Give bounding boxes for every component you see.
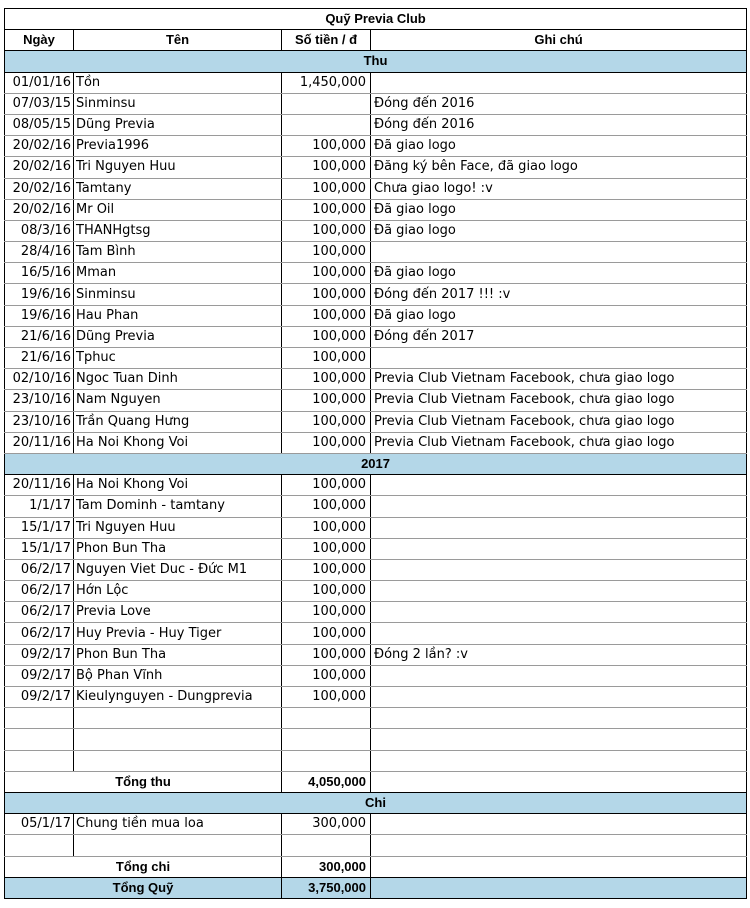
row-note: Previa Club Vietnam Facebook, chưa giao logo <box>371 369 747 390</box>
row-amount: 100,000 <box>282 496 371 517</box>
row-amount: 100,000 <box>282 369 371 390</box>
row-amount: 100,000 <box>282 411 371 432</box>
row-note <box>371 348 747 369</box>
table-row <box>5 496 747 517</box>
row-note <box>371 665 747 686</box>
header-row <box>5 30 747 51</box>
row-date: 06/2/17 <box>5 602 74 623</box>
row-amount: 300,000 <box>282 814 371 835</box>
row-amount: 100,000 <box>282 687 371 708</box>
table-row <box>5 136 747 157</box>
table-row <box>5 242 747 263</box>
table-row <box>5 475 747 496</box>
row-date: 20/11/16 <box>5 432 74 453</box>
table-row <box>5 263 747 284</box>
section-2017-label: 2017 <box>5 453 747 474</box>
sheet-title: Quỹ Previa Club <box>5 9 747 30</box>
section-2017 <box>5 453 747 474</box>
row-note <box>371 72 747 93</box>
table-row <box>5 432 747 453</box>
table-row <box>5 114 747 135</box>
row-note: Previa Club Vietnam Facebook, chưa giao logo <box>371 390 747 411</box>
row-amount: 100,000 <box>282 348 371 369</box>
row-name: Hớn Lộc <box>74 581 282 602</box>
row-date: 07/03/15 <box>5 93 74 114</box>
row-amount: 100,000 <box>282 475 371 496</box>
table-row <box>5 305 747 326</box>
row-amount: 100,000 <box>282 390 371 411</box>
row-amount: 100,000 <box>282 284 371 305</box>
row-date: 05/1/17 <box>5 814 74 835</box>
row-name: Tam Dominh - tamtany <box>74 496 282 517</box>
row-amount: 100,000 <box>282 199 371 220</box>
row-note <box>371 559 747 580</box>
row-amount: 100,000 <box>282 432 371 453</box>
row-amount: 100,000 <box>282 136 371 157</box>
blank-row <box>5 835 747 856</box>
row-date: 21/6/16 <box>5 348 74 369</box>
row-name: Tồn <box>74 72 282 93</box>
row-note <box>371 623 747 644</box>
row-name: Tri Nguyen Huu <box>74 517 282 538</box>
row-amount: 100,000 <box>282 559 371 580</box>
row-date: 15/1/17 <box>5 517 74 538</box>
row-note <box>371 581 747 602</box>
row-name: Mr Oil <box>74 199 282 220</box>
row-amount: 100,000 <box>282 517 371 538</box>
row-date: 1/1/17 <box>5 496 74 517</box>
row-note: Đã giao logo <box>371 199 747 220</box>
row-name: Tphuc <box>74 348 282 369</box>
row-date: 01/01/16 <box>5 72 74 93</box>
row-note: Đóng đến 2016 <box>371 114 747 135</box>
row-name: Sinminsu <box>74 284 282 305</box>
header-note: Ghi chú <box>371 30 747 51</box>
total-chi-amount: 300,000 <box>282 856 371 877</box>
row-name: Sinminsu <box>74 93 282 114</box>
row-amount: 100,000 <box>282 326 371 347</box>
row-name: Tri Nguyen Huu <box>74 157 282 178</box>
row-note: Đóng 2 lần? :v <box>371 644 747 665</box>
row-name: Ha Noi Khong Voi <box>74 475 282 496</box>
row-note: Đã giao logo <box>371 220 747 241</box>
table-row <box>5 602 747 623</box>
row-note: Previa Club Vietnam Facebook, chưa giao logo <box>371 432 747 453</box>
row-name: Phon Bun Tha <box>74 538 282 559</box>
table-row <box>5 517 747 538</box>
header-amount: Số tiền / đ <box>282 30 371 51</box>
row-date: 28/4/16 <box>5 242 74 263</box>
row-name: Dũng Previa <box>74 326 282 347</box>
total-thu-label: Tổng thu <box>5 771 282 792</box>
row-note <box>371 517 747 538</box>
row-note <box>371 687 747 708</box>
row-date: 19/6/16 <box>5 305 74 326</box>
table-row <box>5 665 747 686</box>
row-name: Nguyen Viet Duc - Đức M1 <box>74 559 282 580</box>
table-row <box>5 220 747 241</box>
blank-row <box>5 708 747 729</box>
row-amount: 100,000 <box>282 665 371 686</box>
section-chi <box>5 792 747 813</box>
row-amount <box>282 114 371 135</box>
row-name: Ha Noi Khong Voi <box>74 432 282 453</box>
row-amount: 100,000 <box>282 242 371 263</box>
row-name: Tamtany <box>74 178 282 199</box>
header-name: Tên <box>74 30 282 51</box>
fund-table <box>4 8 747 899</box>
row-name: Phon Bun Tha <box>74 644 282 665</box>
table-row <box>5 199 747 220</box>
row-note <box>371 496 747 517</box>
row-date: 19/6/16 <box>5 284 74 305</box>
row-name: Ngoc Tuan Dinh <box>74 369 282 390</box>
row-note <box>371 242 747 263</box>
row-date: 20/02/16 <box>5 157 74 178</box>
row-date: 15/1/17 <box>5 538 74 559</box>
fund-spreadsheet <box>4 8 746 899</box>
row-amount: 100,000 <box>282 305 371 326</box>
row-amount: 100,000 <box>282 602 371 623</box>
total-thu-row <box>5 771 747 792</box>
blank-row <box>5 750 747 771</box>
row-name: Mman <box>74 263 282 284</box>
row-name: Bộ Phan Vĩnh <box>74 665 282 686</box>
row-date: 09/2/17 <box>5 644 74 665</box>
row-note <box>371 475 747 496</box>
row-date: 09/2/17 <box>5 665 74 686</box>
row-date: 23/10/16 <box>5 390 74 411</box>
row-note <box>371 602 747 623</box>
row-note: Đăng ký bên Face, đã giao logo <box>371 157 747 178</box>
row-date: 20/11/16 <box>5 475 74 496</box>
row-name: Kieulynguyen - Dungprevia <box>74 687 282 708</box>
table-row <box>5 623 747 644</box>
row-date: 16/5/16 <box>5 263 74 284</box>
section-chi-label: Chi <box>5 792 747 813</box>
title-row <box>5 9 747 30</box>
row-date: 06/2/17 <box>5 559 74 580</box>
total-quy-label: Tổng Quỹ <box>5 877 282 898</box>
row-note <box>371 538 747 559</box>
row-date: 08/3/16 <box>5 220 74 241</box>
total-quy-row <box>5 877 747 898</box>
row-note: Previa Club Vietnam Facebook, chưa giao logo <box>371 411 747 432</box>
row-name: THANHgtsg <box>74 220 282 241</box>
row-note: Đã giao logo <box>371 136 747 157</box>
row-amount <box>282 93 371 114</box>
total-chi-row <box>5 856 747 877</box>
row-note: Đóng đến 2016 <box>371 93 747 114</box>
row-name: Huy Previa - Huy Tiger <box>74 623 282 644</box>
row-amount: 100,000 <box>282 644 371 665</box>
row-name: Nam Nguyen <box>74 390 282 411</box>
table-row <box>5 814 747 835</box>
row-date: 20/02/16 <box>5 178 74 199</box>
total-quy-amount: 3,750,000 <box>282 877 371 898</box>
row-amount: 100,000 <box>282 538 371 559</box>
row-date: 02/10/16 <box>5 369 74 390</box>
section-thu <box>5 51 747 72</box>
table-row <box>5 559 747 580</box>
row-name: Previa Love <box>74 602 282 623</box>
row-note: Đóng đến 2017 !!! :v <box>371 284 747 305</box>
row-amount: 100,000 <box>282 220 371 241</box>
row-note: Đã giao logo <box>371 263 747 284</box>
row-date: 09/2/17 <box>5 687 74 708</box>
row-name: Dũng Previa <box>74 114 282 135</box>
row-date: 20/02/16 <box>5 136 74 157</box>
table-row <box>5 644 747 665</box>
row-name: Tam Bình <box>74 242 282 263</box>
header-date: Ngày <box>5 30 74 51</box>
row-amount: 100,000 <box>282 178 371 199</box>
blank-row <box>5 729 747 750</box>
table-row <box>5 326 747 347</box>
total-thu-amount: 4,050,000 <box>282 771 371 792</box>
row-note <box>371 814 747 835</box>
row-amount: 1,450,000 <box>282 72 371 93</box>
row-note: Đóng đến 2017 <box>371 326 747 347</box>
row-date: 23/10/16 <box>5 411 74 432</box>
row-date: 08/05/15 <box>5 114 74 135</box>
table-row <box>5 687 747 708</box>
table-row <box>5 581 747 602</box>
row-amount: 100,000 <box>282 623 371 644</box>
row-date: 20/02/16 <box>5 199 74 220</box>
table-row <box>5 348 747 369</box>
row-amount: 100,000 <box>282 581 371 602</box>
table-row <box>5 178 747 199</box>
section-thu-label: Thu <box>5 51 747 72</box>
row-name: Previa1996 <box>74 136 282 157</box>
row-amount: 100,000 <box>282 263 371 284</box>
table-row <box>5 538 747 559</box>
table-row <box>5 72 747 93</box>
row-note: Đã giao logo <box>371 305 747 326</box>
table-row <box>5 369 747 390</box>
table-row <box>5 284 747 305</box>
row-date: 21/6/16 <box>5 326 74 347</box>
table-row <box>5 390 747 411</box>
row-date: 06/2/17 <box>5 623 74 644</box>
total-chi-label: Tổng chi <box>5 856 282 877</box>
row-date: 06/2/17 <box>5 581 74 602</box>
table-row <box>5 157 747 178</box>
row-note: Chưa giao logo! :v <box>371 178 747 199</box>
table-row <box>5 93 747 114</box>
row-name: Chung tiền mua loa <box>74 814 282 835</box>
row-name: Hau Phan <box>74 305 282 326</box>
row-name: Trần Quang Hưng <box>74 411 282 432</box>
row-amount: 100,000 <box>282 157 371 178</box>
table-row <box>5 411 747 432</box>
